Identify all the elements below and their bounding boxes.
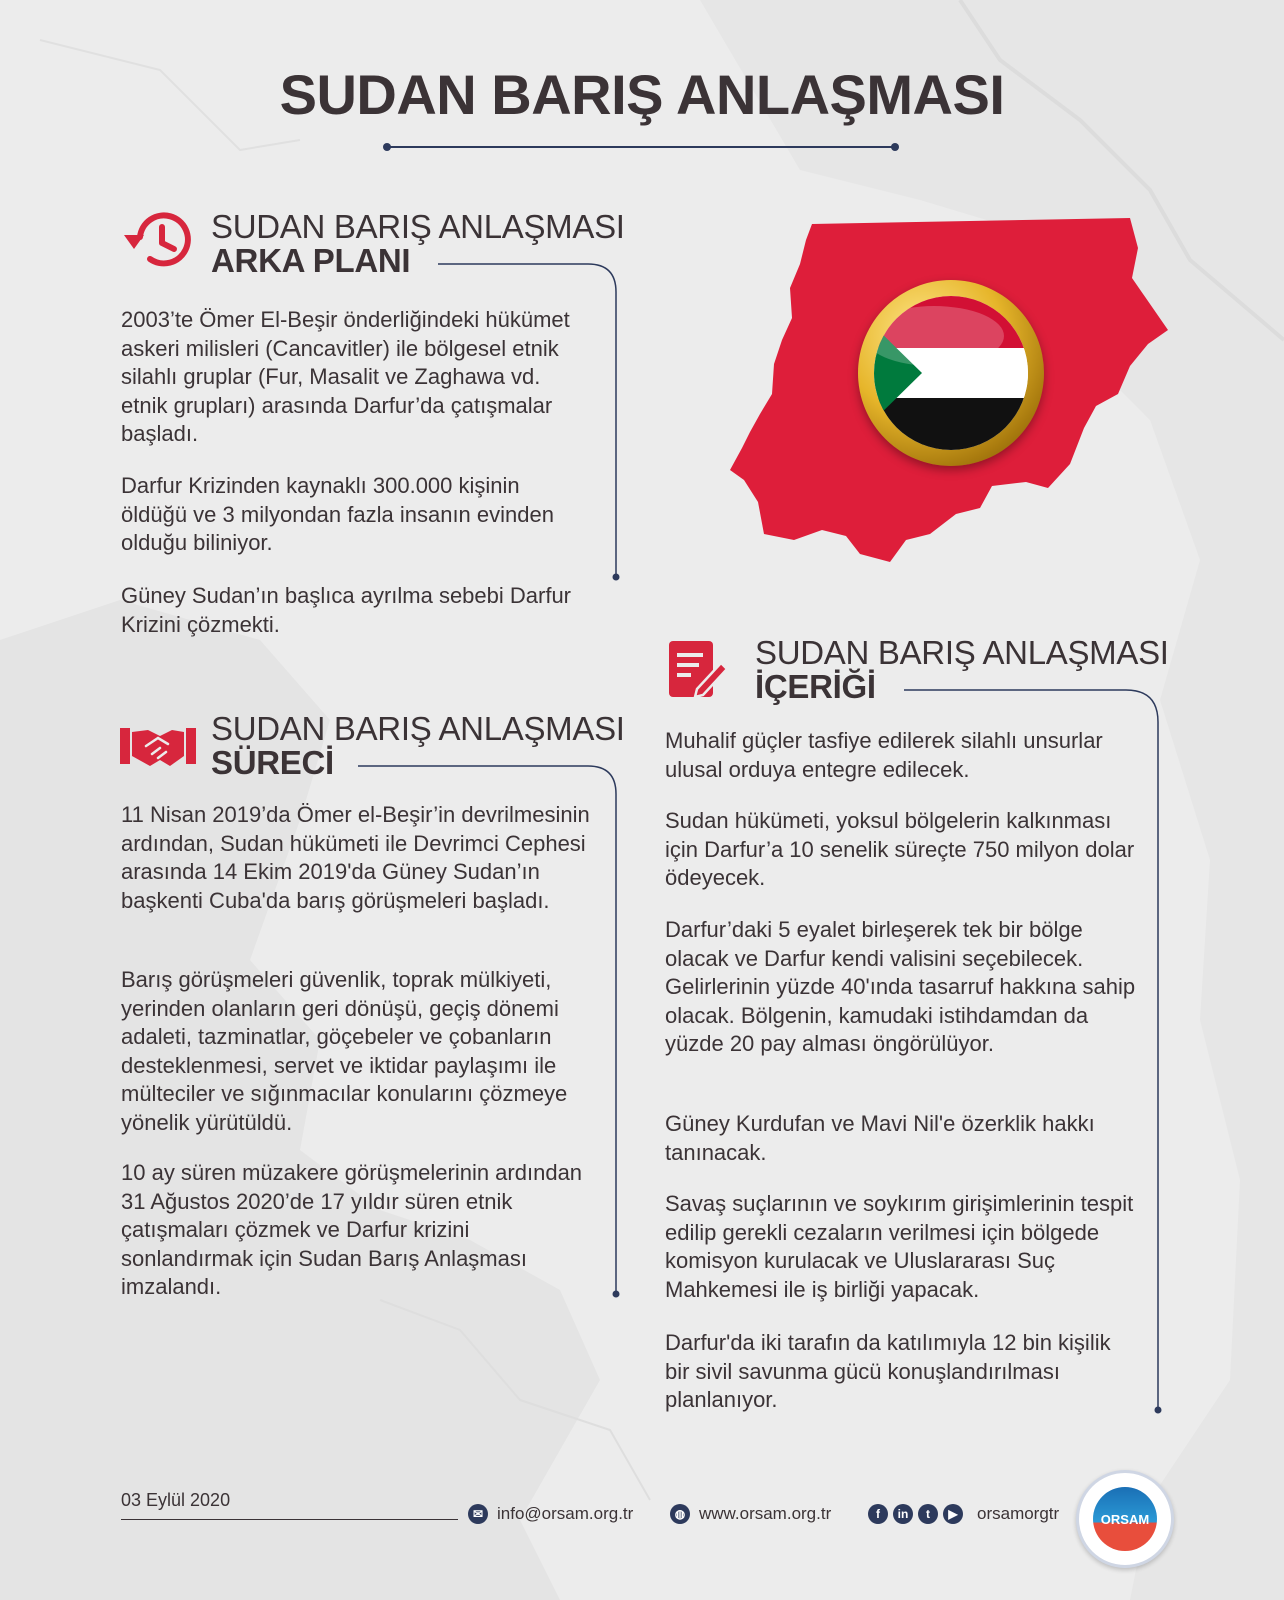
page-title: SUDAN BARIŞ ANLAŞMASI <box>279 63 1005 126</box>
footer-email[interactable] <box>468 1504 633 1524</box>
footer-website[interactable] <box>670 1504 831 1524</box>
background-paragraph-3: Güney Sudan’ın başlıca ayrılma sebebi Darfur Krizini çözmekti. <box>121 583 572 637</box>
footer-social[interactable] <box>868 1504 1059 1524</box>
content-paragraph-4: Güney Kurdufan ve Mavi Nil'e özerklik hakkı tanınacak. <box>665 1111 1095 1165</box>
twitter-icon[interactable]: t <box>918 1504 938 1524</box>
logo-text: ORSAM <box>1100 1511 1150 1527</box>
social-handle[interactable]: orsamorgtr <box>977 1504 1060 1523</box>
title-underline-dot-left <box>383 143 391 151</box>
process-paragraph-3: 10 ay süren müzakere görüşmelerinin ardından 31 Ağustos 2020’de 17 yıldır süren etnik çatışmaları çözmek ve Darfur krizini sonlandırmak için Sudan Barış Anlaşması imzalandı. <box>121 1160 583 1299</box>
section-heading-line1: SUDAN BARIŞ ANLAŞMASI <box>755 634 1169 671</box>
section-heading-line1: SUDAN BARIŞ ANLAŞMASI <box>211 208 625 245</box>
footer-rule <box>121 1519 458 1520</box>
website-link[interactable]: www.orsam.org.tr <box>699 1504 832 1523</box>
email-link[interactable]: info@orsam.org.tr <box>497 1504 634 1523</box>
section-heading-line2: SÜRECİ <box>211 744 334 781</box>
publication-date: 03 Eylül 2020 <box>121 1490 231 1510</box>
document-edit-icon <box>667 639 729 701</box>
background-paragraph-1: 2003’te Ömer El-Beşir önderliğindeki hükümet askeri milisleri (Cancavitler) ile bölgesel etnik silahlı gruplar (Fur, Masalit ve Zaghawa vd. etnik grupları) arasında Darfur’da çatışmalar başladı. <box>121 307 570 446</box>
youtube-icon[interactable]: ▶ <box>943 1504 963 1524</box>
globe-icon: ◍ <box>670 1504 690 1524</box>
sudan-flag-icon <box>858 280 1044 466</box>
process-paragraph-1: 11 Nisan 2019’da Ömer el-Beşir’in devrilmesinin ardından, Sudan hükümeti ile Devrimci Cephesi arasında 14 Ekim 2019'da Güney Sudan’ın başkenti Cuba'da barış görüşmeleri başladı. <box>121 802 590 913</box>
title-underline-dot-right <box>891 143 899 151</box>
process-paragraph-2: Barış görüşmeleri güvenlik, toprak mülkiyeti, yerinden olanların geri dönüşü, geçiş dönemi adaleti, tazminatlar, göçebeler ve çobanların desteklenmesi, servet ve iktidar paylaşımı ile mülteciler ve sığınmacılar konularını çözmeye yönelik yürütüldü. <box>121 967 568 1135</box>
linkedin-icon[interactable]: in <box>893 1504 913 1524</box>
content-paragraph-6: Darfur'da iki tarafın da katılımıyla 12 bin kişilik bir sivil savunma gücü konuşlandırılması planlanıyor. <box>665 1330 1111 1412</box>
mail-icon: ✉ <box>468 1504 488 1524</box>
content-paragraph-5: Savaş suçlarının ve soykırım girişimlerinin tespit edilip gerekli cezaların verilmesi için bölgede komisyon kurulacak ve Uluslararası Suç Mahkemesi ile iş birliği yapacak. <box>665 1191 1134 1302</box>
title-underline <box>387 146 895 148</box>
section-heading-line2: İÇERİĞİ <box>755 668 876 705</box>
handshake-icon <box>120 724 196 770</box>
orsam-logo <box>1076 1470 1174 1568</box>
section-heading-line1: SUDAN BARIŞ ANLAŞMASI <box>211 710 625 747</box>
content-paragraph-3: Darfur’daki 5 eyalet birleşerek tek bir bölge olacak ve Darfur kendi valisini seçebilecek. Gelirlerinin yüzde 40'ında tasarruf hakkına sahip olacak. Bölgenin, kamudaki istihdamdan da yüzde 20 pay alması öngörülüyor. <box>665 917 1136 1056</box>
content-paragraph-2: Sudan hükümeti, yoksul bölgelerin kalkınması için Darfur’a 10 senelik süreçte 750 milyon dolar ödeyecek. <box>665 808 1135 890</box>
section-heading-line2: ARKA PLANI <box>211 242 411 279</box>
facebook-icon[interactable]: f <box>868 1504 888 1524</box>
background-paragraph-2: Darfur Krizinden kaynaklı 300.000 kişinin öldüğü ve 3 milyondan fazla insanın evinden olduğu biliniyor. <box>121 473 554 555</box>
content-paragraph-1: Muhalif güçler tasfiye edilerek silahlı unsurlar ulusal orduya entegre edilecek. <box>665 728 1103 782</box>
history-icon <box>120 209 192 273</box>
